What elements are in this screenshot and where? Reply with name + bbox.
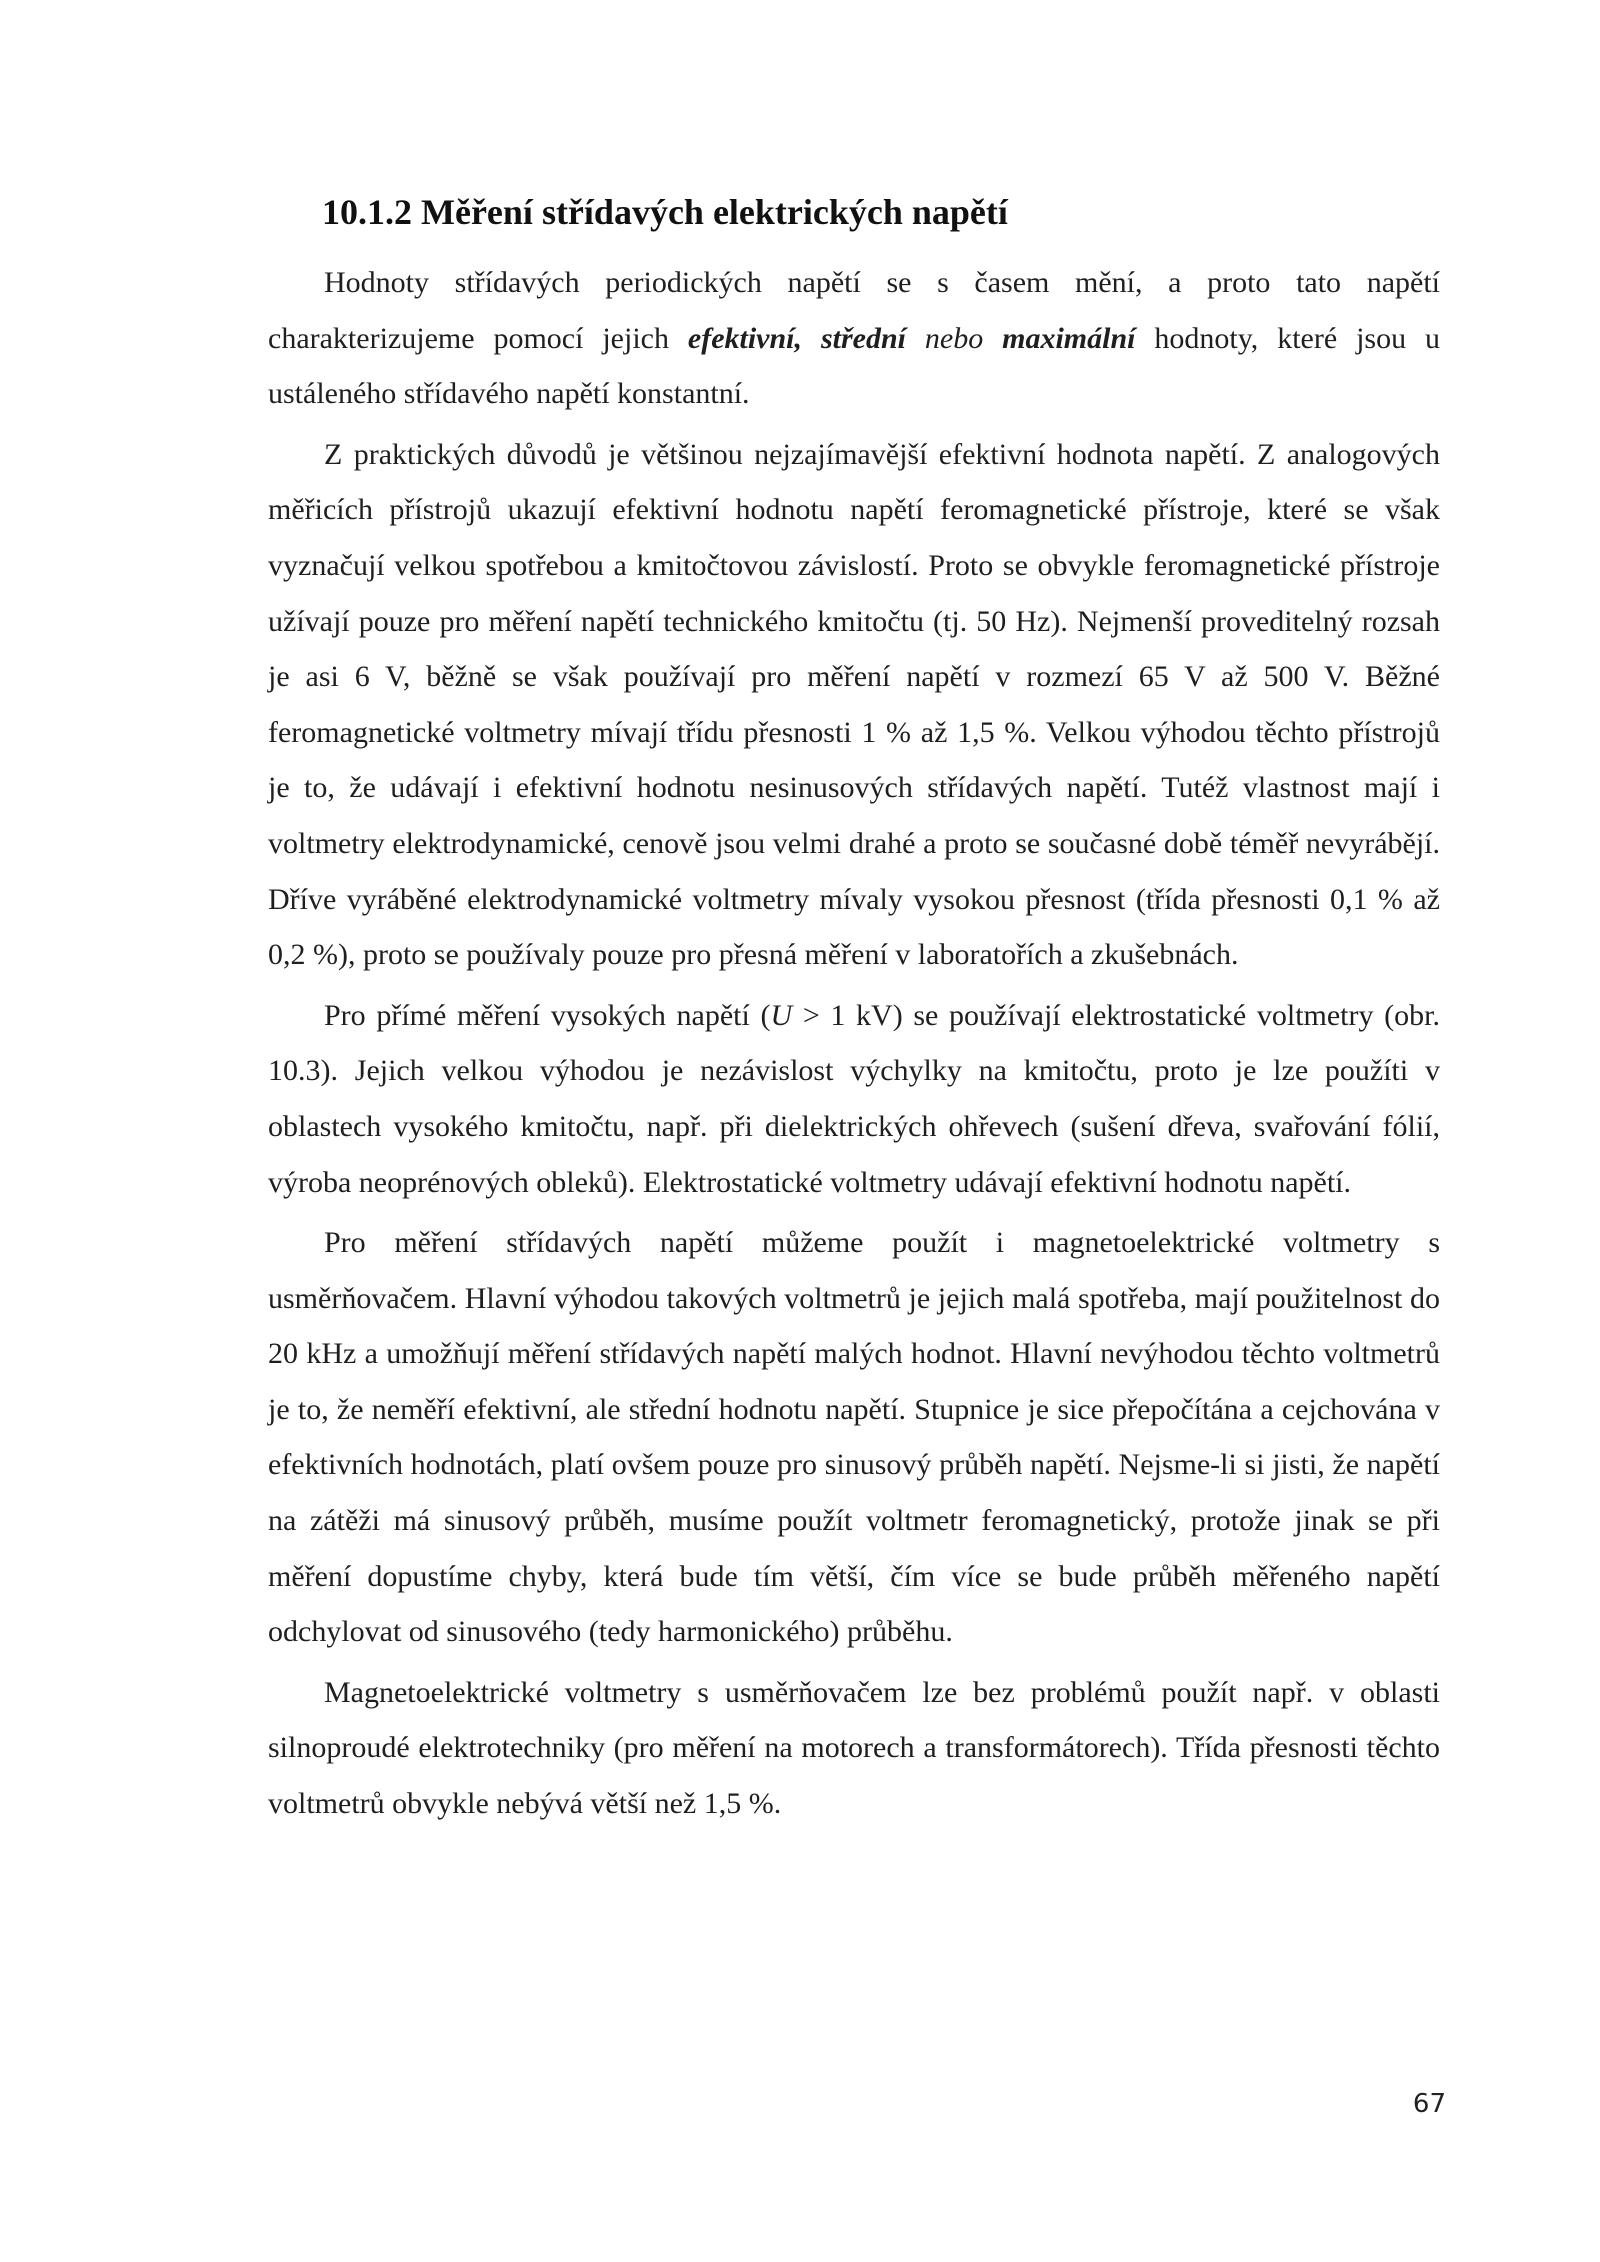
paragraph-2: Z praktických důvodů je většinou nejzajímavější efektivní hodnota napětí. Z analogových měřicích přístrojů ukazují efektivní hodnotu napětí feromagnetické přístroje, které se však vyznačují velkou spotřebou a kmitočtovou závislostí. Proto se obvykle feromagnetické přístroje užívají pouze pro měření napětí technického kmitočtu (tj. 50 Hz). Nejmenší proveditelný rozsah je asi 6 V, běžně se však používají pro měření napětí v rozmezí 65 V až 500 V. Běžné feromagnetické voltmetry mívají třídu přesnosti 1 % až 1,5 %. Velkou výhodou těchto přístrojů je to, že udávají i efektivní hodnotu nesinusových střídavých napětí. Tutéž vlastnost mají i voltmetry elektrodynamické, cenově jsou velmi drahé a proto se současné době téměř nevyrábějí. Dříve vyráběné elektrodynamické voltmetry mívaly vysokou přesnost (třída přesnosti 0,1 % až 0,2 %), proto se používaly pouze pro přesná měření v laboratořích a zkušebnách. — [268, 437, 1440, 972]
paragraph-1-separator-1 — [802, 322, 821, 355]
voltage-symbol: U — [770, 998, 793, 1032]
term-mean: střední — [820, 321, 906, 355]
paragraph-4: Pro měření střídavých napětí můžeme použít i magnetoelektrické voltmetry s usměrňovačem. Hlavní výhodou takových voltmetrů je jejich malá spotřeba, mají použitelnost do 20 kHz a umožňují měření střídavých napětí malých hodnot. Hlavní nevýhodou těchto voltmetrů je to, že neměří efektivní, ale střední hodnotu napětí. Stupnice je sice přepočítána a cejchována v efektivních hodnotách, platí ovšem pouze pro sinusový průběh napětí. Nejsme-li si jisti, že napětí na zátěži má sinusový průběh, musíme použít voltmetr feromagnetický, protože jinak se při měření dopustíme chyby, která bude tím větší, čím více se bude průběh měřeného napětí odchylovat od sinusového (tedy harmonického) průběhu. — [268, 1226, 1440, 1649]
paragraph-3 — [268, 988, 1440, 1210]
paragraph-3-text-end: > 1 kV) se používají elektrostatické voltmetry (obr. 10.3). Jejich velkou výhodou je nezávislost výchylky na kmitočtu, proto je lze použíti v oblastech vysokého kmitočtu, např. při dielektrických ohřevech (sušení dřeva, svařování fólií, výroba neoprénových obleků). Elektrostatické voltmetry udávají efektivní hodnotu napětí. — [268, 998, 1440, 1199]
term-maximum: maximální — [1002, 321, 1136, 355]
body-text — [268, 255, 1440, 1837]
page-number: 67 — [1412, 2089, 1446, 2119]
paragraph-5: Magnetoelektrické voltmetry s usměrňovačem lze bez problémů použít např. v oblasti silnoproudé elektrotechniky (pro měření na motorech a transformátorech). Třída přesnosti těchto voltmetrů obvykle nebývá větší než 1,5 %. — [268, 1675, 1440, 1821]
paragraph-1-text-end: hodnoty, které jsou u ustáleného střídavého napětí konstantní. — [268, 321, 1440, 411]
paragraph-1-text-start: Hodnoty střídavých periodických napětí se s časem mění, a proto tato napětí charakterizujeme pomocí jejich — [268, 266, 1440, 355]
paragraph-3-text-start: Pro přímé měření vysokých napětí ( — [324, 998, 771, 1032]
section-heading: 10.1.2 Měření střídavých elektrických napětí — [322, 192, 1008, 232]
paragraph-1-separator-2: nebo — [905, 321, 1003, 355]
paragraph-1 — [268, 255, 1440, 422]
term-effective: efektivní, — [687, 321, 803, 355]
